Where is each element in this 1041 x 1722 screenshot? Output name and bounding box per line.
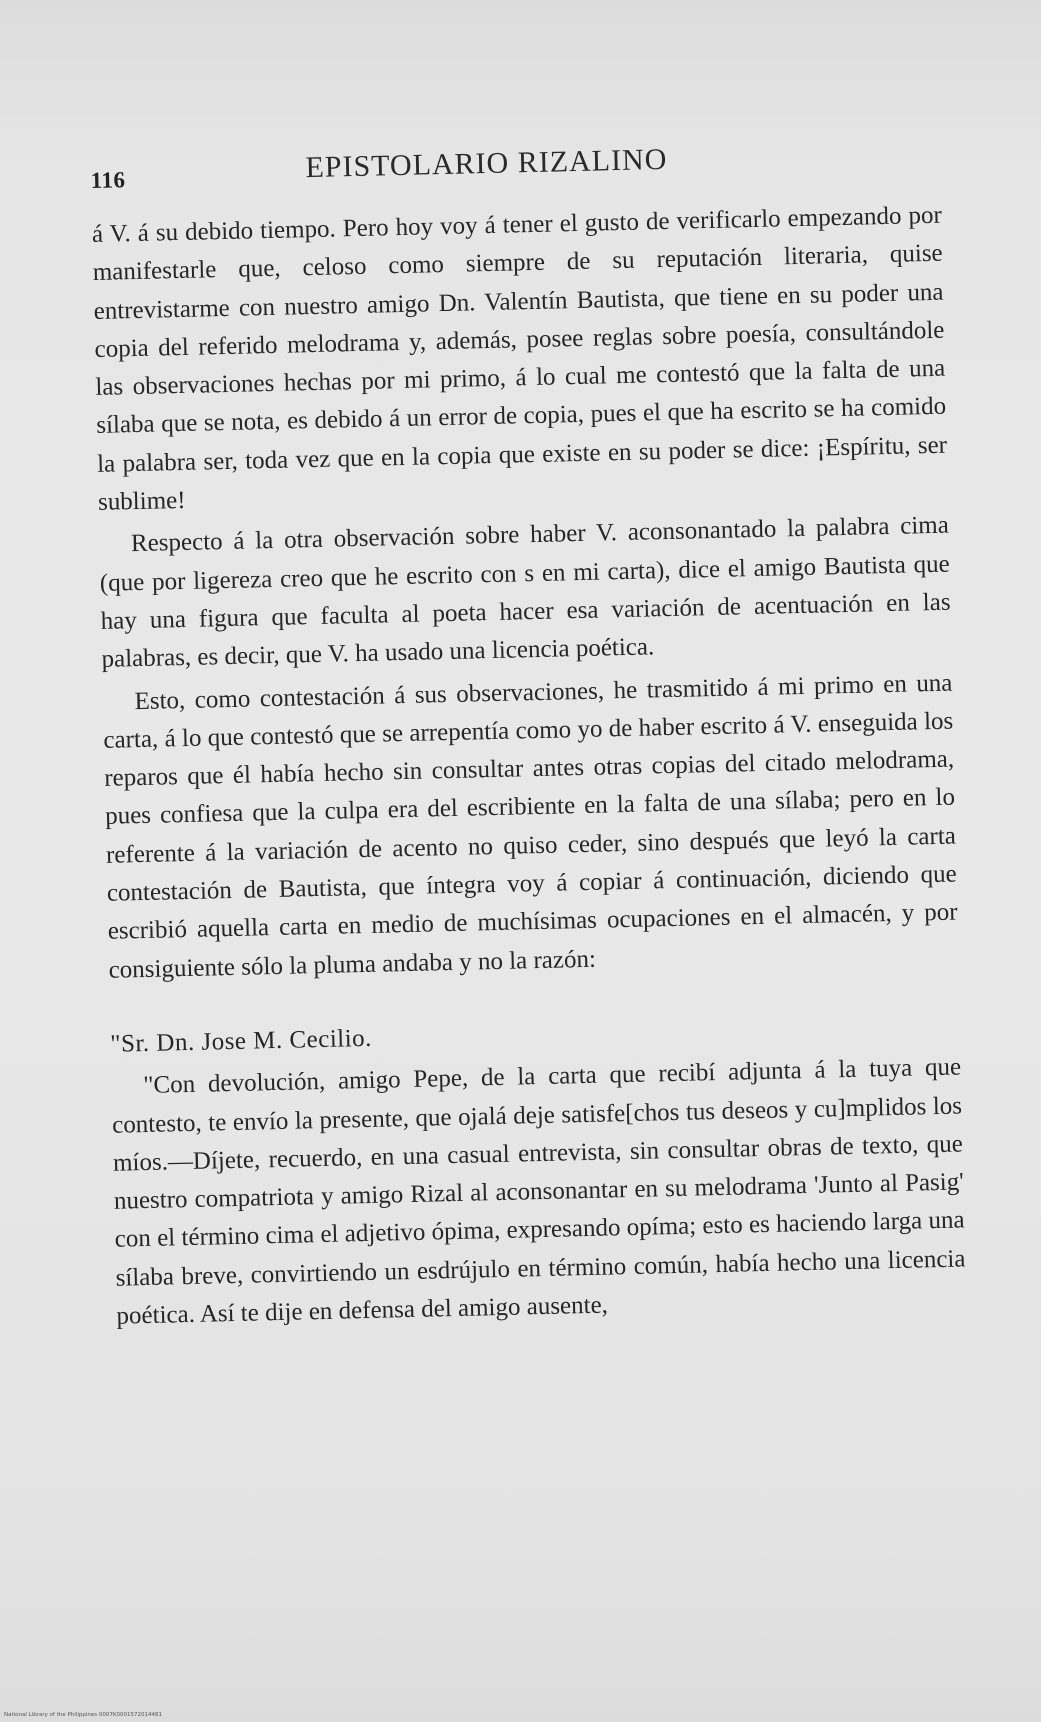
page-number: 116 [90, 167, 126, 193]
body-text [92, 197, 967, 1336]
book-page [90, 129, 967, 1336]
running-title: EPISTOLARIO RIZALINO [305, 142, 668, 185]
page-header [90, 129, 941, 198]
paragraph: Esto, como contestación á sus observaciones, he trasmitido á mi primo en una carta, á lo que contestó que se arrepentía como yo de haber escrito á V. enseguida los reparos que él había hecho sin consultar antes otras copias del citado melodrama, pues confiesa que la culpa era del escribiente en la falta de una sílaba; pero en lo referente á la variación de acento no quiso ceder, sino después que leyó la carta contestación de Bautista, que íntegra voy á copiar á continuación, diciendo que escribió aquella carta en medio de muchísimas ocupaciones en el almacén, y por consiguiente sólo la pluma andaba y no la razón: [103, 669, 958, 984]
letter-body: "Con devolución, amigo Pepe, de la carta que recibí adjunta á la tuya que contesto, te envío la presente, que ojalá deje satisfe[chos tus deseos y cu]mplidos los míos.—Díjete, recuerdo, en una casual entrevista, sin consultar obras de texto, que nuestro compatriota y amigo Rizal al aconsonantar en su melodrama 'Junto al Pasig' con el término cima el adjetivo ópima, expresando opíma; esto es haciendo larga una sílaba breve, convirtiendo un esdrújulo en término común, había hecho una licencia poética. Así te dije en defensa del amigo ausente, [111, 1053, 966, 1330]
scan-credit: National Library of the Philippines 0007K0001572014481 [4, 1712, 162, 1718]
paragraph: á V. á su debido tiempo. Pero hoy voy á tener el gusto de verificarlo empezando por manifestarle que, celoso como siempre de su reputación literaria, quise entrevistarme con nuestro amigo Dn. Valentín Bautista, que tiene en su poder una copia del referido melodrama y, además, posee reglas sobre poesía, consultándole las observaciones hechas por mi primo, á lo cual me contestó que la falta de una sílaba que se nota, es debido á un error de copia, pues el que ha escrito se ha comido la palabra ser, toda vez que en la copia que existe en su poder se dice: ¡Espíritu, ser sublime! [91, 201, 948, 516]
letter-salutation: "Sr. Dn. Jose M. Cecilio. [110, 1024, 373, 1058]
paragraph: Respecto á la otra observación sobre haber V. aconsonantado la palabra cima (que por ligereza creo que he escrito con s en mi carta), dice el amigo Bautista que hay una figura que faculta al poeta hacer esa variación de acentuación en las palabras, es decir, que V. ha usado una licencia poética. [99, 511, 951, 674]
